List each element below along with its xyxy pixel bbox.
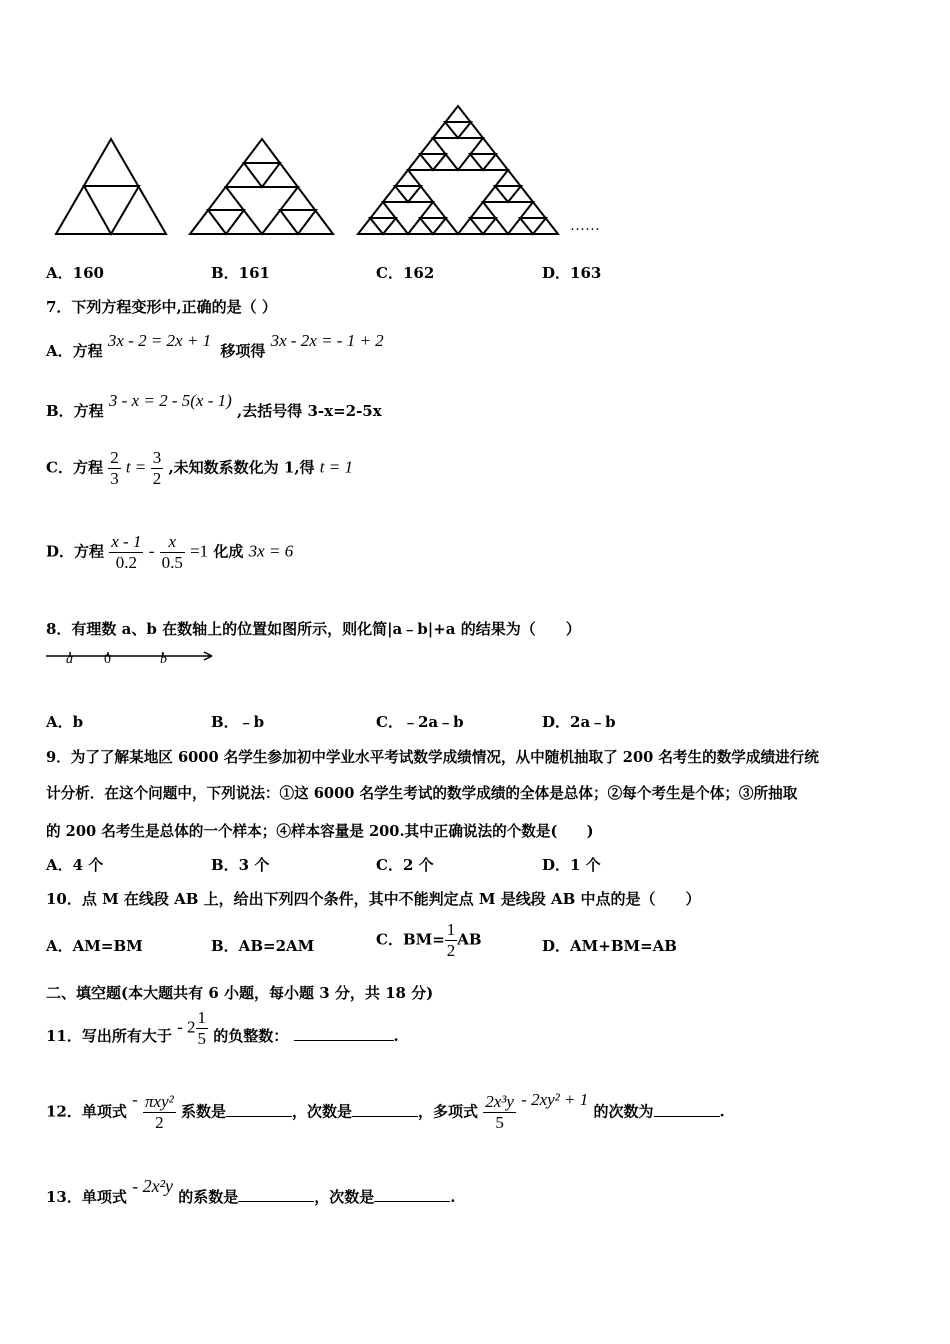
q7-c-label: C．方程 — [46, 458, 103, 477]
figure-ellipsis: …… — [570, 218, 600, 234]
q7-d-tail: 化成 — [213, 542, 244, 561]
q13 — [46, 1176, 456, 1206]
q7-c-fraction-2: $\frac{3}{2}$ — [152, 448, 162, 488]
q10-option-a: A．AM=BM — [46, 937, 143, 955]
q11-fraction: $\frac{1}{5}$ — [197, 1008, 207, 1048]
q7-option-a — [46, 330, 384, 360]
q12-pre: 12．单项式 — [46, 1102, 127, 1121]
q11 — [46, 1008, 399, 1049]
q9-line-3: 的 200 名考生是总体的一个样本；④样本容量是 200.其中正确说法的个数是( ) — [46, 823, 594, 840]
q12-t1: 系数是 — [180, 1102, 226, 1121]
q10-option-b: B．AB=2AM — [211, 937, 315, 955]
q12-t3: ，多项式 — [418, 1102, 479, 1121]
q7-b-equation: 3 - x = 2 - 5(x - 1) — [108, 391, 232, 410]
q7-option-c — [46, 448, 353, 489]
q6-option-a: A．160 — [46, 264, 104, 282]
q11-post: 的负整数： — [213, 1026, 289, 1045]
q8-stem: 8．有理数 a、b 在数轴上的位置如图所示，则化简|a﹣b|+a 的结果为（ ） — [46, 620, 581, 638]
q7-d-label: D．方程 — [46, 542, 105, 561]
q9-line-2: 计分析．在这个问题中，下列说法：①这 6000 名学生考试的数学成绩的全体是总体；②每个考生是个体；③所抽取 — [46, 785, 798, 802]
q10-stem: 10．点 M 在线段 AB 上，给出下列四个条件，其中不能判定点 M 是线段 AB 中点的是（ ） — [46, 890, 701, 908]
number-line-label-0: 0 — [104, 652, 111, 667]
q7-c-tail: ,未知数系数化为 1,得 — [168, 458, 315, 477]
q9-line-1: 9．为了了解某地区 6000 名学生参加初中学业水平考试数学成绩情况，从中随机抽取了 200 名考生的数学成绩进行统 — [46, 749, 819, 766]
figure-1 — [56, 139, 166, 234]
q8-option-a: A．b — [46, 713, 84, 731]
q7-d-minus: - — [148, 541, 155, 561]
q13-t2: ，次数是 — [314, 1188, 375, 1206]
q7-c-var: t — [125, 457, 131, 477]
q11-neg: - 2 — [177, 1017, 196, 1037]
q12-poly-degree-blank[interactable] — [654, 1102, 720, 1117]
number-line-label-b: b — [160, 652, 167, 667]
figure-2 — [190, 139, 333, 234]
q9-option-b: B．3 个 — [211, 856, 270, 874]
q7-a-mid: 移项得 — [220, 342, 266, 360]
q11-pre: 11．写出所有大于 — [46, 1026, 172, 1045]
q13-coef-blank[interactable] — [238, 1187, 314, 1202]
q7-a-label: A．方程 — [46, 342, 103, 360]
q7-d-fraction-1: $\frac{x - 1}{0.2}$ — [111, 532, 142, 572]
q7-option-d — [46, 532, 293, 573]
q8-option-d: D．2a﹣b — [542, 713, 616, 731]
q13-t1: 的系数是 — [178, 1188, 239, 1206]
q13-pre: 13．单项式 — [46, 1188, 127, 1206]
section-2-title: 二、填空题(本大题共有 6 小题，每小题 3 分，共 18 分) — [46, 984, 434, 1002]
q11-end: . — [393, 1026, 399, 1045]
q12-monomial: $\frac{\text{πxy²}}{2}$ — [145, 1092, 174, 1132]
q12-polynomial-rest: - 2xy² + 1 — [521, 1089, 589, 1109]
q7-c-result: t = 1 — [319, 457, 353, 477]
q12-t2: ，次数是 — [291, 1102, 352, 1121]
q13-end: . — [450, 1188, 456, 1206]
q12-polynomial-fraction: $\frac{\text{2x³y}}{5}$ — [485, 1092, 514, 1132]
q12-end: . — [719, 1102, 725, 1121]
q6-option-d: D．163 — [542, 264, 602, 282]
q12-neg: - — [132, 1089, 138, 1109]
q7-c-fraction-1: $\frac{2}{3}$ — [110, 448, 119, 488]
q13-monomial: - 2x²y — [132, 1176, 173, 1196]
figure-3 — [358, 106, 558, 234]
q13-degree-blank[interactable] — [374, 1187, 450, 1202]
q7-b-tail: ,去括号得 3-x=2-5x — [237, 402, 382, 420]
q7-stem: 7．下列方程变形中,正确的是（ ） — [46, 298, 277, 316]
q7-a-result: 3x - 2x = - 1 + 2 — [270, 331, 384, 350]
q6-option-c: C．162 — [376, 264, 435, 282]
triangle-figures — [0, 0, 950, 250]
q7-c-eq: = — [135, 457, 146, 477]
q9-option-d: D．1 个 — [542, 856, 601, 874]
q7-b-label: B．方程 — [46, 402, 104, 420]
q10-c-fraction: $\frac{1}{2}$ — [446, 920, 456, 960]
q11-answer-blank[interactable] — [294, 1026, 394, 1041]
q12-coef-blank[interactable] — [226, 1102, 292, 1117]
number-line-label-a: a — [66, 652, 73, 667]
q12-t4: 的次数为 — [593, 1102, 654, 1121]
q7-d-eq: =1 — [190, 541, 209, 561]
q8-option-c: C．﹣2a﹣b — [376, 713, 464, 731]
q10-option-d: D．AM+BM=AB — [542, 937, 677, 955]
q7-d-result: 3x = 6 — [248, 541, 294, 561]
q10-option-c — [376, 920, 482, 961]
q7-option-b — [46, 390, 382, 420]
q7-d-fraction-2: $\frac{x}{0.5}$ — [161, 532, 183, 572]
q12 — [46, 1089, 725, 1133]
q10-c-tail: AB — [457, 930, 482, 949]
q8-option-b: B．﹣b — [211, 713, 265, 731]
q12-degree-blank[interactable] — [352, 1102, 418, 1117]
q9-option-a: A．4 个 — [46, 856, 104, 874]
q6-option-b: B．161 — [211, 264, 270, 282]
q7-a-equation: 3x - 2 = 2x + 1 — [107, 331, 212, 350]
q10-c-label: C．BM= — [376, 930, 445, 949]
q9-option-c: C．2 个 — [376, 856, 434, 874]
